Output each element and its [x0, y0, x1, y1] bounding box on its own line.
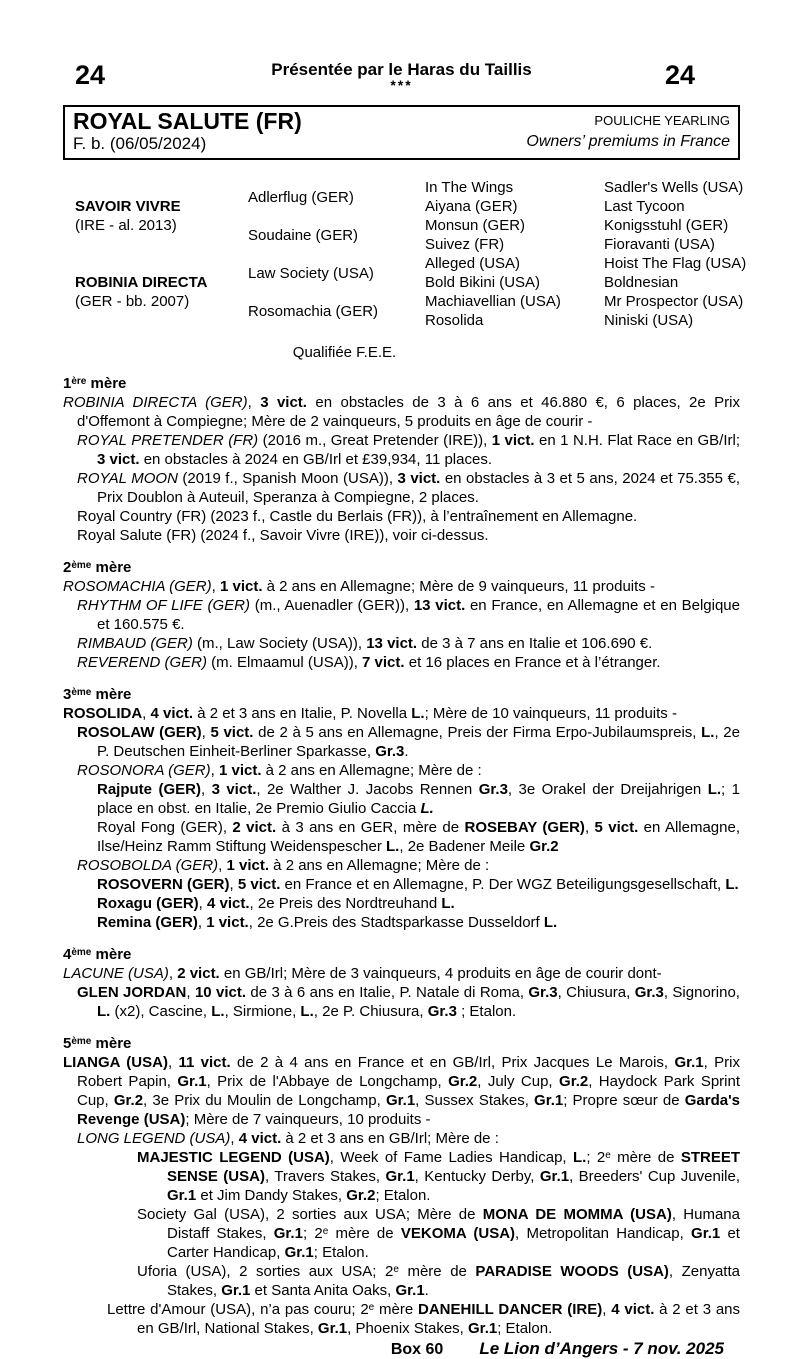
horse-title-box: [63, 105, 740, 160]
lot-number-right: 24: [664, 60, 696, 90]
box-number: Box 60: [390, 1341, 444, 1358]
gen4-ancestor: Mr Prospector (USA): [604, 293, 744, 310]
gen3-ancestor: In The Wings: [425, 179, 514, 196]
gen4-ancestor: Hoist The Flag (USA): [604, 255, 747, 272]
pedigree-paragraph: Royal Salute (FR) (2024 f., Savoir Vivre (IRE)), voir ci-dessus.: [77, 527, 489, 544]
gen4-ancestor: Niniski (USA): [604, 312, 694, 329]
pedigree-paragraph: Uforia (USA), 2 sorties aux USA; 2e mère de PARADISE WOODS (USA), Zenyatta Stakes, Gr.1 et Santa Anita Oaks, Gr.1.: [137, 1263, 740, 1299]
pedigree-paragraph: Royal Fong (GER), 2 vict. à 3 ans en GER, mère de ROSEBAY (GER), 5 vict. en Allemagne, Ilse/Heinz Ramm Stiftung Weidenspescher L., 2e Badener Meile Gr.2: [97, 819, 740, 855]
gen4-ancestor: Boldnesian: [604, 274, 679, 291]
qualification-note: Qualifiée F.E.E.: [292, 344, 397, 361]
gen3-ancestor: Alleged (USA): [425, 255, 521, 272]
sire-detail: (IRE - al. 2013): [75, 217, 177, 234]
pedigree-paragraph: ROSOVERN (GER), 5 vict. en France et en Allemagne, P. Der WGZ Beteiligungsgesellschaft, L.: [97, 876, 739, 893]
mare-section-heading: 4ème mère: [63, 946, 132, 963]
sire-cell: [75, 197, 248, 235]
page-footer: [63, 1339, 740, 1359]
pedigree-paragraph: LONG LEGEND (USA), 4 vict. à 2 et 3 ans en GB/Irl; Mère de :: [77, 1130, 499, 1147]
mare-section-heading: 2ème mère: [63, 559, 132, 576]
horse-birth: F. b. (06/05/2024): [73, 134, 207, 153]
mare-section-heading: 5ème mère: [63, 1035, 132, 1052]
pedigree-paragraph: Royal Country (FR) (2023 f., Castle du Berlais (FR)), à l’entraînement en Allemagne.: [77, 508, 638, 525]
pedigree-paragraph: RHYTHM OF LIFE (GER) (m., Auenadler (GER)), 13 vict. en France, en Allemagne et en Belgique et 160.575 €.: [77, 597, 740, 633]
gen3-ancestor: Suivez (FR): [425, 236, 505, 253]
mare-section: [63, 685, 740, 932]
pedigree-paragraph: Remina (GER), 1 vict., 2e G.Preis des Stadtsparkasse Dusseldorf L.: [97, 914, 558, 931]
gen3-ancestor: Bold Bikini (USA): [425, 274, 541, 291]
pedigree-paragraph: Lettre d'Amour (USA), n’a pas couru; 2e mère DANEHILL DANCER (IRE), 4 vict. à 2 et 3 ans en GB/Irl, National Stakes, Gr.1, Phoenix Stakes, Gr.1; Etalon.: [107, 1301, 741, 1337]
pedigree-paragraph: LACUNE (USA), 2 vict. en GB/Irl; Mère de 3 vainqueurs, 4 produits en âge de courir dont-: [63, 965, 662, 982]
gen2-dam-sire: Law Society (USA): [248, 264, 374, 282]
pedigree-paragraph: RIMBAUD (GER) (m., Law Society (USA)), 13 vict. de 3 à 7 ans en Italie et 106.690 €.: [77, 635, 653, 652]
presenter-title: Présentée par le Haras du Taillis: [271, 60, 532, 79]
pedigree-paragraph: ROBINIA DIRECTA (GER), 3 vict. en obstacles de 3 à 6 ans et 46.880 €, 6 places, 2e Prix d'Offemont à Compiegne; Mère de 2 vainqueurs, 5 produits en âge de courir -: [63, 394, 740, 430]
gen3-ancestor: Machiavellian (USA): [425, 293, 561, 310]
pedigree-paragraph: Society Gal (USA), 2 sorties aux USA; Mère de MONA DE MOMMA (USA), Humana Distaff Stakes, Gr.1; 2e mère de VEKOMA (USA), Metropolitan Handicap, Gr.1 et Carter Handicap, Gr.1; Etalon.: [137, 1206, 740, 1261]
pedigree-paragraph: MAJESTIC LEGEND (USA), Week of Fame Ladies Handicap, L.; 2e mère de STREET SENSE (USA), Travers Stakes, Gr.1, Kentucky Derby, Gr.1, Breeders' Cup Juvenile, Gr.1 et Jim Dandy Stakes, Gr.2; Etalon.: [137, 1149, 740, 1204]
dam-name: ROBINIA DIRECTA: [75, 274, 208, 291]
mare-section-heading: 3ème mère: [63, 686, 132, 703]
gen2-dam-dam: Rosomachia (GER): [248, 302, 379, 320]
pedigree-paragraph: ROSOLAW (GER), 5 vict. de 2 à 5 ans en Allemagne, Preis der Firma Erpo-Jubilaumspreis, L., 2e P. Deutschen Einheit-Berliner Sparkasse, Gr.3.: [77, 724, 740, 760]
gen2-sire-dam: Soudaine (GER): [248, 226, 359, 244]
mare-section: [63, 945, 740, 1021]
sire-name: SAVOIR VIVRE: [75, 198, 181, 215]
pedigree-paragraph: ROSOLIDA, 4 vict. à 2 et 3 ans en Italie, P. Novella L.; Mère de 10 vainqueurs, 11 produits -: [63, 705, 677, 722]
pedigree-table: [63, 178, 747, 330]
page-header: [63, 60, 740, 91]
pedigree-paragraph: ROSONORA (GER), 1 vict. à 2 ans en Allemagne; Mère de :: [77, 762, 482, 779]
gen4-ancestor: Last Tycoon: [604, 198, 685, 215]
gen3-ancestor: Aiyana (GER): [425, 198, 518, 215]
premiums-label: Owners’ premiums in France: [526, 133, 730, 150]
gen2-sire-sire: Adlerflug (GER): [248, 188, 354, 206]
mare-sections: [63, 374, 740, 1338]
dam-detail: (GER - bb. 2007): [75, 293, 190, 310]
stars-separator: ***: [390, 77, 413, 93]
pedigree-paragraph: GLEN JORDAN, 10 vict. de 3 à 6 ans en Italie, P. Natale di Roma, Gr.3, Chiusura, Gr.3, Signorino, L. (x2), Cascine, L., Sirmione, L., 2e P. Chiusura, Gr.3 ; Etalon.: [77, 984, 740, 1020]
horse-name: ROYAL SALUTE (FR): [73, 108, 302, 134]
pedigree-paragraph: LIANGA (USA), 11 vict. de 2 à 4 ans en France et en GB/Irl, Prix Jacques Le Marois, Gr.1, Prix Robert Papin, Gr.1, Prix de l'Abbaye de Longchamp, Gr.2, July Cup, Gr.2, Haydock Park Sprint Cup, Gr.2, 3e Prix du Moulin de Longchamp, Gr.1, Sussex Stakes, Gr.1; Propre sœur de Garda's Revenge (USA); Mère de 7 vainqueurs, 10 produits -: [63, 1054, 741, 1128]
mare-section: [63, 558, 740, 672]
pedigree-paragraph: ROSOMACHIA (GER), 1 vict. à 2 ans en Allemagne; Mère de 9 vainqueurs, 11 produits -: [63, 578, 655, 595]
mare-section: [63, 1034, 740, 1338]
mare-section-heading: 1ère mère: [63, 375, 127, 392]
horse-category-block: [526, 109, 730, 154]
lot-number-left: 24: [75, 60, 106, 90]
mare-section: [63, 374, 740, 545]
gen3-ancestor: Rosolida: [425, 312, 484, 329]
category-label: POULICHE YEARLING: [594, 113, 730, 128]
gen4-ancestor: Sadler's Wells (USA): [604, 179, 744, 196]
presenter-block: [183, 60, 620, 93]
pedigree-paragraph: Rajpute (GER), 3 vict., 2e Walther J. Jacobs Rennen Gr.3, 3e Orakel der Dreijahrigen L.; 1 place en obst. en Italie, 2e Premio Giulio Caccia L.: [97, 781, 740, 817]
sale-info: Le Lion d’Angers - 7 nov. 2025: [479, 1339, 724, 1358]
dam-cell: [75, 273, 248, 311]
gen4-ancestor: Konigsstuhl (GER): [604, 217, 729, 234]
pedigree-paragraph: Roxagu (GER), 4 vict., 2e Preis des Nordtreuhand L.: [97, 895, 455, 912]
horse-identity: [73, 109, 302, 154]
gen4-ancestor: Fioravanti (USA): [604, 236, 715, 253]
gen3-ancestor: Monsun (GER): [425, 217, 526, 234]
pedigree-paragraph: ROYAL MOON (2019 f., Spanish Moon (USA)), 3 vict. en obstacles à 3 et 5 ans, 2024 et 75.355 €, Prix Doublon à Auteuil, Speranza à Compiegne, 2 places.: [77, 470, 740, 506]
pedigree-paragraph: REVEREND (GER) (m. Elmaamul (USA)), 7 vict. et 16 places en France et à l’étranger.: [77, 654, 661, 671]
pedigree-paragraph: ROYAL PRETENDER (FR) (2016 m., Great Pretender (IRE)), 1 vict. en 1 N.H. Flat Race en GB/Irl; 3 vict. en obstacles à 2024 en GB/Irl et £39,934, 11 places.: [77, 432, 740, 468]
pedigree-paragraph: ROSOBOLDA (GER), 1 vict. à 2 ans en Allemagne; Mère de :: [77, 857, 490, 874]
